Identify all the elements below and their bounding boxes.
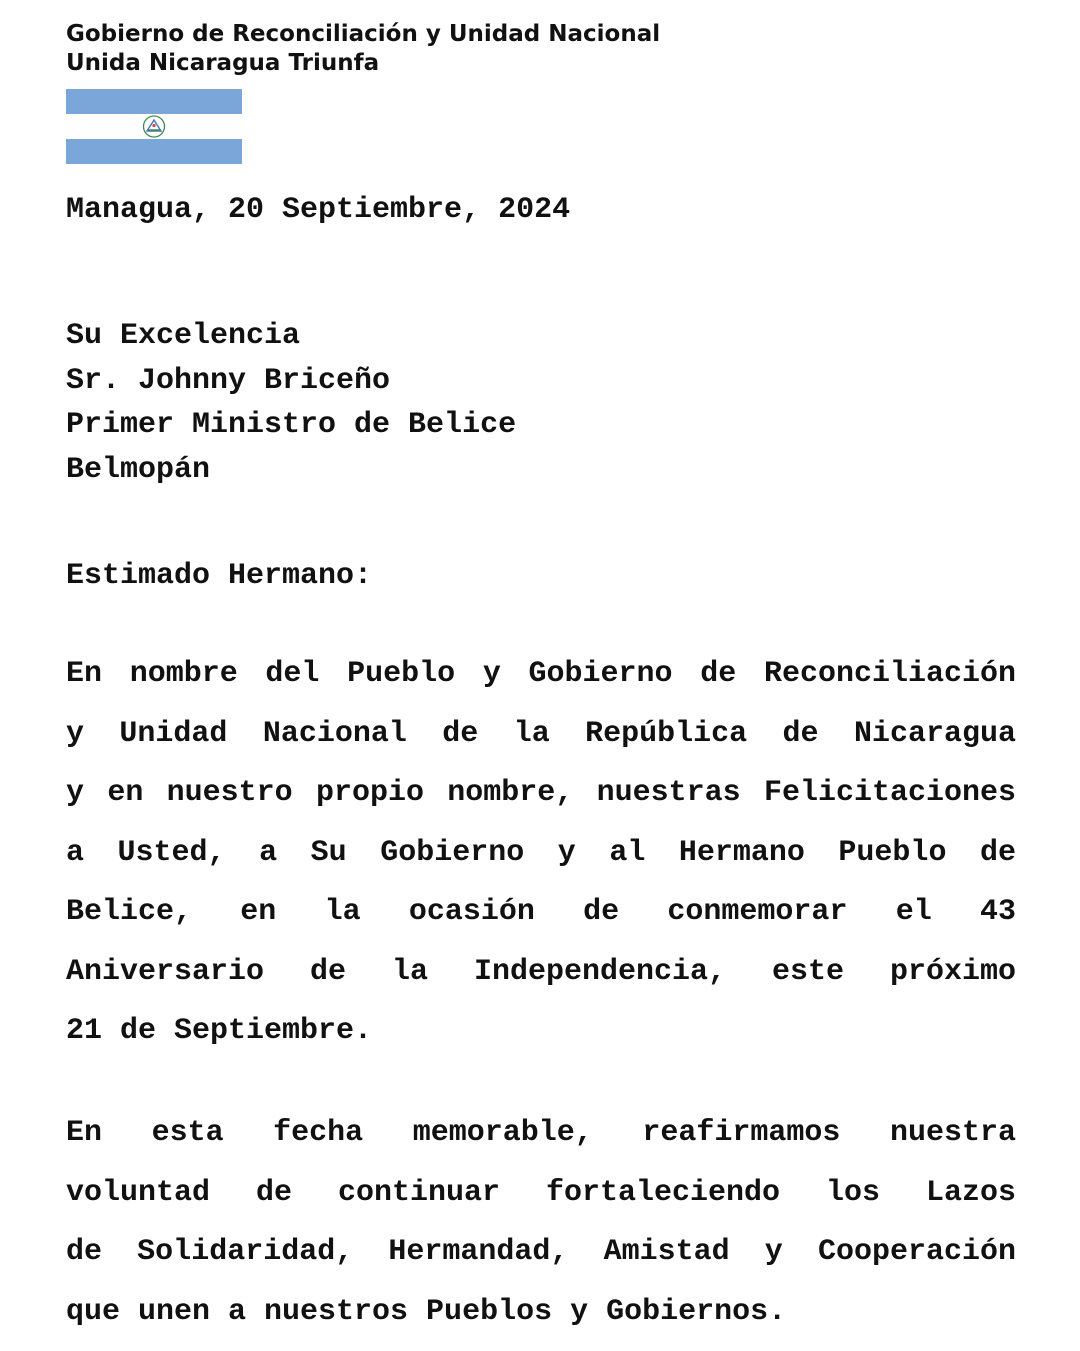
paragraph-line: Belice, en la ocasión de conmemorar el 43 <box>66 892 1016 952</box>
recipient-title: Primer Ministro de Belice <box>66 403 516 448</box>
paragraph-line: a Usted, a Su Gobierno y al Hermano Pueblo de <box>66 833 1016 893</box>
paragraph-line: Aniversario de la Independencia, este próximo <box>66 952 1016 1012</box>
paragraph-line: y Unidad Nacional de la República de Nicaragua <box>66 714 1016 774</box>
paragraph-line: En nombre del Pueblo y Gobierno de Reconciliación <box>66 654 1016 714</box>
letterhead-government-name: Gobierno de Reconciliación y Unidad Nacional <box>66 20 660 49</box>
paragraph-line: y en nuestro propio nombre, nuestras Felicitaciones <box>66 773 1016 833</box>
flag-bottom-stripe <box>66 139 242 164</box>
paragraph-line: En esta fecha memorable, reafirmamos nuestra <box>66 1113 1016 1173</box>
recipient-name: Sr. Johnny Briceño <box>66 359 516 404</box>
body-paragraph-congratulations <box>66 654 1016 1071</box>
letter-date: Managua, 20 Septiembre, 2024 <box>66 190 570 230</box>
salutation: Estimado Hermano: <box>66 556 372 596</box>
paragraph-line: voluntad de continuar fortaleciendo los Lazos <box>66 1173 1016 1233</box>
paragraph-line: de Solidaridad, Hermandad, Amistad y Cooperación <box>66 1232 1016 1292</box>
letterhead <box>66 20 660 78</box>
flag-top-stripe <box>66 89 242 114</box>
letter-page <box>66 0 1016 1350</box>
body-paragraph-reaffirmation <box>66 1113 1016 1351</box>
letterhead-slogan: Unida Nicaragua Triunfa <box>66 49 660 78</box>
recipient-city: Belmopán <box>66 448 516 493</box>
paragraph-line: 21 de Septiembre. <box>66 1011 1016 1071</box>
nicaragua-flag-icon <box>66 89 242 164</box>
recipient-block <box>66 314 516 492</box>
recipient-honorific: Su Excelencia <box>66 314 516 359</box>
paragraph-line: que unen a nuestros Pueblos y Gobiernos. <box>66 1292 1016 1351</box>
